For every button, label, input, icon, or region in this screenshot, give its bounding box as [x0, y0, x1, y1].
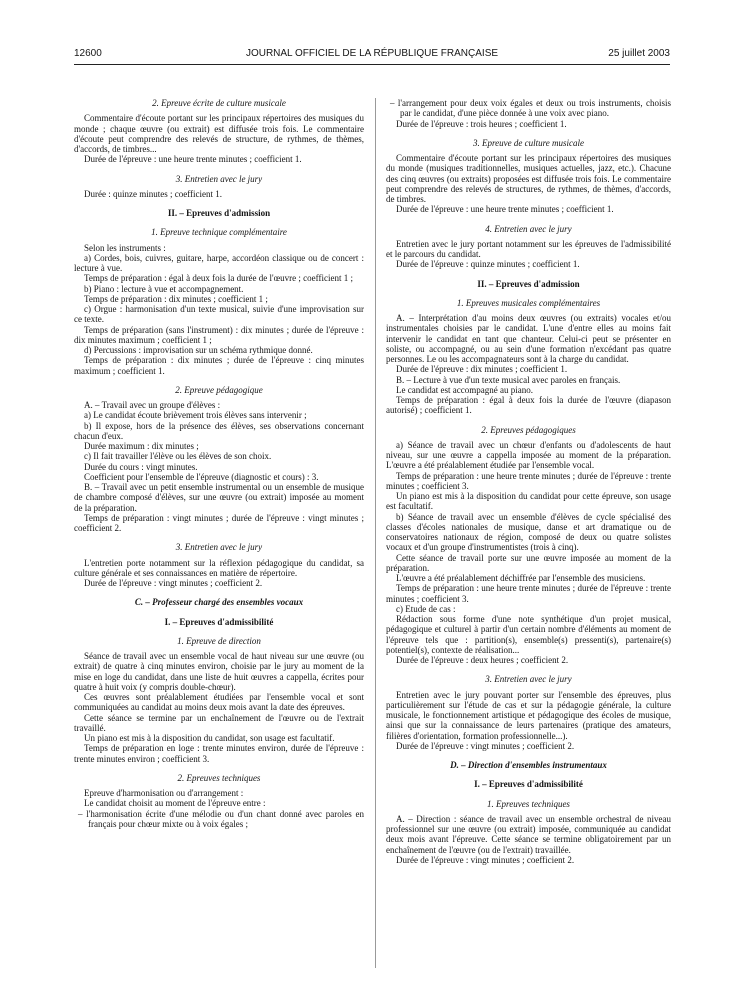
paragraph: Cette séance de travail porte sur une œuvre imposée au moment de la préparation. [386, 552, 671, 573]
paragraph: Durée de l'épreuve : vingt minutes ; coefficient 2. [396, 854, 575, 865]
paragraph: Durée de l'épreuve : vingt minutes ; coefficient 2. [84, 578, 263, 588]
paragraph: Entretien avec le jury pouvant porter sur l'ensemble des épreuves, plus particulièrement sur l'étude de cas et sur la pédagogie générale, la culture musicale, le fonctionnement artistique et pédagogique des écoles de musique, ainsi que sur la connaissance de leurs partenaires (pratique des amateurs, filières d'orientation, formation professionnelle...). [386, 689, 671, 741]
paragraph: Temps de préparation : une heure trente minutes ; durée de l'épreuve : trente minutes ; coefficient 3. [386, 583, 671, 604]
list-item: – l'harmonisation écrite d'une mélodie ou d'un chant donné avec paroles en français pour chœur mixte ou à voix égales ; [78, 808, 364, 829]
paragraph: Durée de l'épreuve : une heure trente minutes ; coefficient 1. [84, 154, 302, 165]
section-heading: 2. Epreuve pédagogique [175, 384, 263, 395]
right-column [386, 98, 671, 865]
section-heading: I. – Epreuves d'admissibilité [164, 616, 274, 627]
paragraph: d) Percussions : improvisation sur un schéma rythmique donné. [84, 345, 313, 355]
section-heading: II. – Epreuves d'admission [477, 278, 580, 289]
paragraph: Durée de l'épreuve : trois heures ; coefficient 1. [396, 118, 567, 129]
paragraph: A. – Direction : séance de travail avec un ensemble orchestral de niveau professionnel sur une œuvre (ou extrait) imposée, communiquée au candidat deux mois avant l'épreuve. Cette séance se termine obligatoirement par un enchaînement de l'œuvre (ou de l'extrait) travaillée. [386, 813, 671, 855]
paragraph: Durée du cours : vingt minutes. [84, 461, 198, 472]
paragraph: Le candidat choisit au moment de l'épreuve entre : [84, 798, 266, 809]
section-heading: 3. Entretien avec le jury [485, 674, 572, 685]
paragraph: Entretien avec le jury portant notamment sur les épreuves de l'admissibilité et le parcours du candidat. [386, 238, 671, 259]
paragraph: Durée de l'épreuve : dix minutes ; coefficient 1. [396, 364, 568, 375]
section-heading: 3. Epreuve de culture musicale [472, 137, 585, 148]
section-heading: 1. Epreuves musicales complémentaires [456, 297, 601, 308]
header-rule [74, 64, 670, 65]
paragraph: Séance de travail avec un ensemble vocal de haut niveau sur une œuvre (ou extrait) de quatre à cinq minutes environ, choisie par le jury au moment de la mise en loge du candidat, dans une liste de huit œuvres a cappella, écrites pour quatre à huit voix (y compris double-chœur). [74, 651, 364, 692]
list-item: – l'arrangement pour deux voix égales et deux ou trois instruments, choisis par le candidat, d'une pièce donnée à une voix avec piano. [390, 98, 671, 119]
paragraph: Cette séance se termine par un enchaînement de l'œuvre ou de l'extrait travaillé. [74, 712, 364, 733]
paragraph: Coefficient pour l'ensemble de l'épreuve (diagnostic et cours) : 3. [84, 471, 319, 482]
publication-date: 25 juillet 2003 [608, 48, 670, 59]
paragraph: c) Orgue : harmonisation d'un texte musical, suivie d'une improvisation sur ce texte. [74, 304, 364, 325]
paragraph: Temps de préparation : dix minutes ; coefficient 1 ; [84, 293, 268, 304]
paragraph: B. – Travail avec un petit ensemble instrumental ou un ensemble de musique de chambre composé d'élèves, sur une œuvre (ou extrait) imposée au moment de la préparation. [74, 482, 364, 513]
paragraph: B. – Lecture à vue d'un texte musical avec paroles en français. [396, 374, 621, 385]
paragraph: a) Cordes, bois, cuivres, guitare, harpe, accordéon classique ou de concert : lecture à vue. [74, 252, 364, 273]
paragraph: Durée maximum : dix minutes ; [84, 441, 199, 451]
page-header [74, 48, 670, 68]
paragraph: Temps de préparation : égal à deux fois la durée de l'œuvre (diapason autorisé) ; coefficient 1. [386, 395, 671, 416]
paragraph: c) Il fait travailler l'élève ou les élèves de son choix. [84, 451, 272, 462]
section-heading: C. – Professeur chargé des ensembles vocaux [134, 597, 304, 608]
paragraph: a) Séance de travail avec un chœur d'enfants ou d'adolescents de haut niveau, sur une œuvre a cappella imposée au moment de la préparation. L'œuvre a été préalablement étudiée par l'ensemble vocal. [386, 439, 671, 471]
paragraph: Commentaire d'écoute portant sur les principaux répertoires des musiques du monde (musiques traditionnelles, musiques actuelles, jazz, etc.). Chacune des cinq œuvres (ou extraits) proposées est diffusée trois fois. Le commentaire peut comprendre des relevés de structures, de rythmes, de thèmes, d'accords, de timbres. [386, 153, 671, 204]
paragraph: Selon les instruments : [84, 242, 166, 253]
section-heading: 2. Epreuve écrite de culture musicale [152, 98, 286, 108]
paragraph: Temps de préparation : égal à deux fois la durée de l'œuvre ; coefficient 1 ; [84, 273, 353, 284]
paragraph: Temps de préparation en loge : trente minutes environ, durée de l'épreuve : trente minutes environ ; coefficient 3. [74, 743, 364, 764]
paragraph: Rédaction sous forme d'une note synthétique d'un projet musical, pédagogique et culturel à partir d'un certain nombre d'éléments au moment de l'épreuve tels que : partition(s), ensemble(s) pressenti(s), partenaire(s) potentiel(s), contexte de réalisation... [386, 614, 671, 655]
paragraph: Un piano est mis à la disposition du candidat, son usage est facultatif. [84, 733, 335, 743]
paragraph: Epreuve d'harmonisation ou d'arrangement : [84, 788, 244, 798]
section-heading: 1. Epreuves techniques [487, 798, 570, 809]
paragraph: A. – Travail avec un groupe d'élèves : [84, 400, 221, 410]
paragraph: Durée de l'épreuve : vingt minutes ; coefficient 2. [396, 740, 575, 751]
paragraph: Durée : quinze minutes ; coefficient 1. [84, 188, 223, 199]
section-heading: 1. Epreuve technique complémentaire [151, 227, 287, 238]
section-heading: I. – Epreuves d'admissibilité [474, 779, 583, 790]
paragraph: Temps de préparation : vingt minutes ; durée de l'épreuve : vingt minutes ; coefficient 2. [74, 512, 364, 533]
section-heading: 3. Entretien avec le jury [175, 542, 263, 553]
paragraph: Temps de préparation : dix minutes ; durée de l'épreuve : cinq minutes maximum ; coefficient 1. [74, 355, 364, 376]
paragraph: Temps de préparation : une heure trente minutes ; durée de l'épreuve : trente minutes ; coefficient 3. [386, 470, 671, 491]
paragraph: L'œuvre a été préalablement déchiffrée par l'ensemble des musiciens. [396, 573, 646, 583]
paragraph: Un piano est mis à la disposition du candidat pour cette épreuve, son usage est facultatif. [386, 491, 671, 512]
paragraph: A. – Interprétation d'au moins deux œuvres (ou extraits) vocales et/ou instrumentales choisies par le candidat. L'une d'entre elles au moins fait intervenir le candidat en tant que chanteur. Celui-ci peut se présenter en soliste, ou accompagné, ou au sein d'une formation n'excédant pas quatre personnes. Le ou les accompagnateurs sont à la charge du candidat. [386, 313, 671, 364]
column-divider [375, 98, 376, 968]
paragraph: Temps de préparation (sans l'instrument) : dix minutes ; durée de l'épreuve : dix minutes maximum ; coefficient 1 ; [74, 324, 364, 345]
page-number: 12600 [74, 48, 102, 59]
section-heading: 2. Epreuves techniques [177, 772, 261, 783]
section-heading: 1. Epreuve de direction [177, 635, 261, 646]
section-heading: 4. Entretien avec le jury [485, 223, 572, 234]
paragraph: b) Séance de travail avec un ensemble d'élèves de cycle spécialisé des classes d'écoles nationales de musique, danse et art dramatique ou de conservatoires nationaux de région, composé de deux ou quatre solistes vocaux et d'un groupe d'instrumentistes (trois à cinq). [386, 511, 671, 553]
paragraph: b) Il expose, hors de la présence des élèves, ses observations concernant chacun d'eux. [74, 420, 364, 441]
section-heading: 3. Entretien avec le jury [175, 173, 263, 184]
paragraph: Commentaire d'écoute portant sur les principaux répertoires des musiques du monde ; chaque œuvre (ou extrait) est diffusée trois fois. Le commentaire d'écoute peut comprendre des relevés de structure, de rythmes, de thèmes, d'accords, de timbres... [74, 113, 364, 154]
paragraph: c) Etude de cas : [396, 603, 456, 614]
paragraph: Durée de l'épreuve : quinze minutes ; coefficient 1. [396, 259, 580, 270]
journal-title: JOURNAL OFFICIEL DE LA RÉPUBLIQUE FRANÇAISE [245, 48, 499, 59]
paragraph: a) Le candidat écoute brièvement trois élèves sans intervenir ; [84, 410, 307, 421]
section-heading: 2. Epreuves pédagogiques [481, 424, 576, 435]
paragraph: Durée de l'épreuve : deux heures ; coefficient 2. [396, 655, 569, 665]
left-column [74, 98, 364, 829]
section-heading: II. – Epreuves d'admission [167, 208, 271, 218]
paragraph: Le candidat est accompagné au piano. [396, 384, 533, 395]
paragraph: Ces œuvres sont préalablement étudiées par l'ensemble vocal et sont communiquées au candidat au moins deux mois avant la date des épreuves. [74, 692, 364, 713]
section-heading: D. – Direction d'ensembles instrumentaux [450, 760, 607, 770]
paragraph: b) Piano : lecture à vue et accompagnement. [84, 283, 244, 294]
paragraph: Durée de l'épreuve : une heure trente minutes ; coefficient 1. [396, 204, 614, 215]
paragraph: L'entretien porte notamment sur la réflexion pédagogique du candidat, sa culture générale et ses connaissances en matière de répertoire. [74, 557, 364, 578]
